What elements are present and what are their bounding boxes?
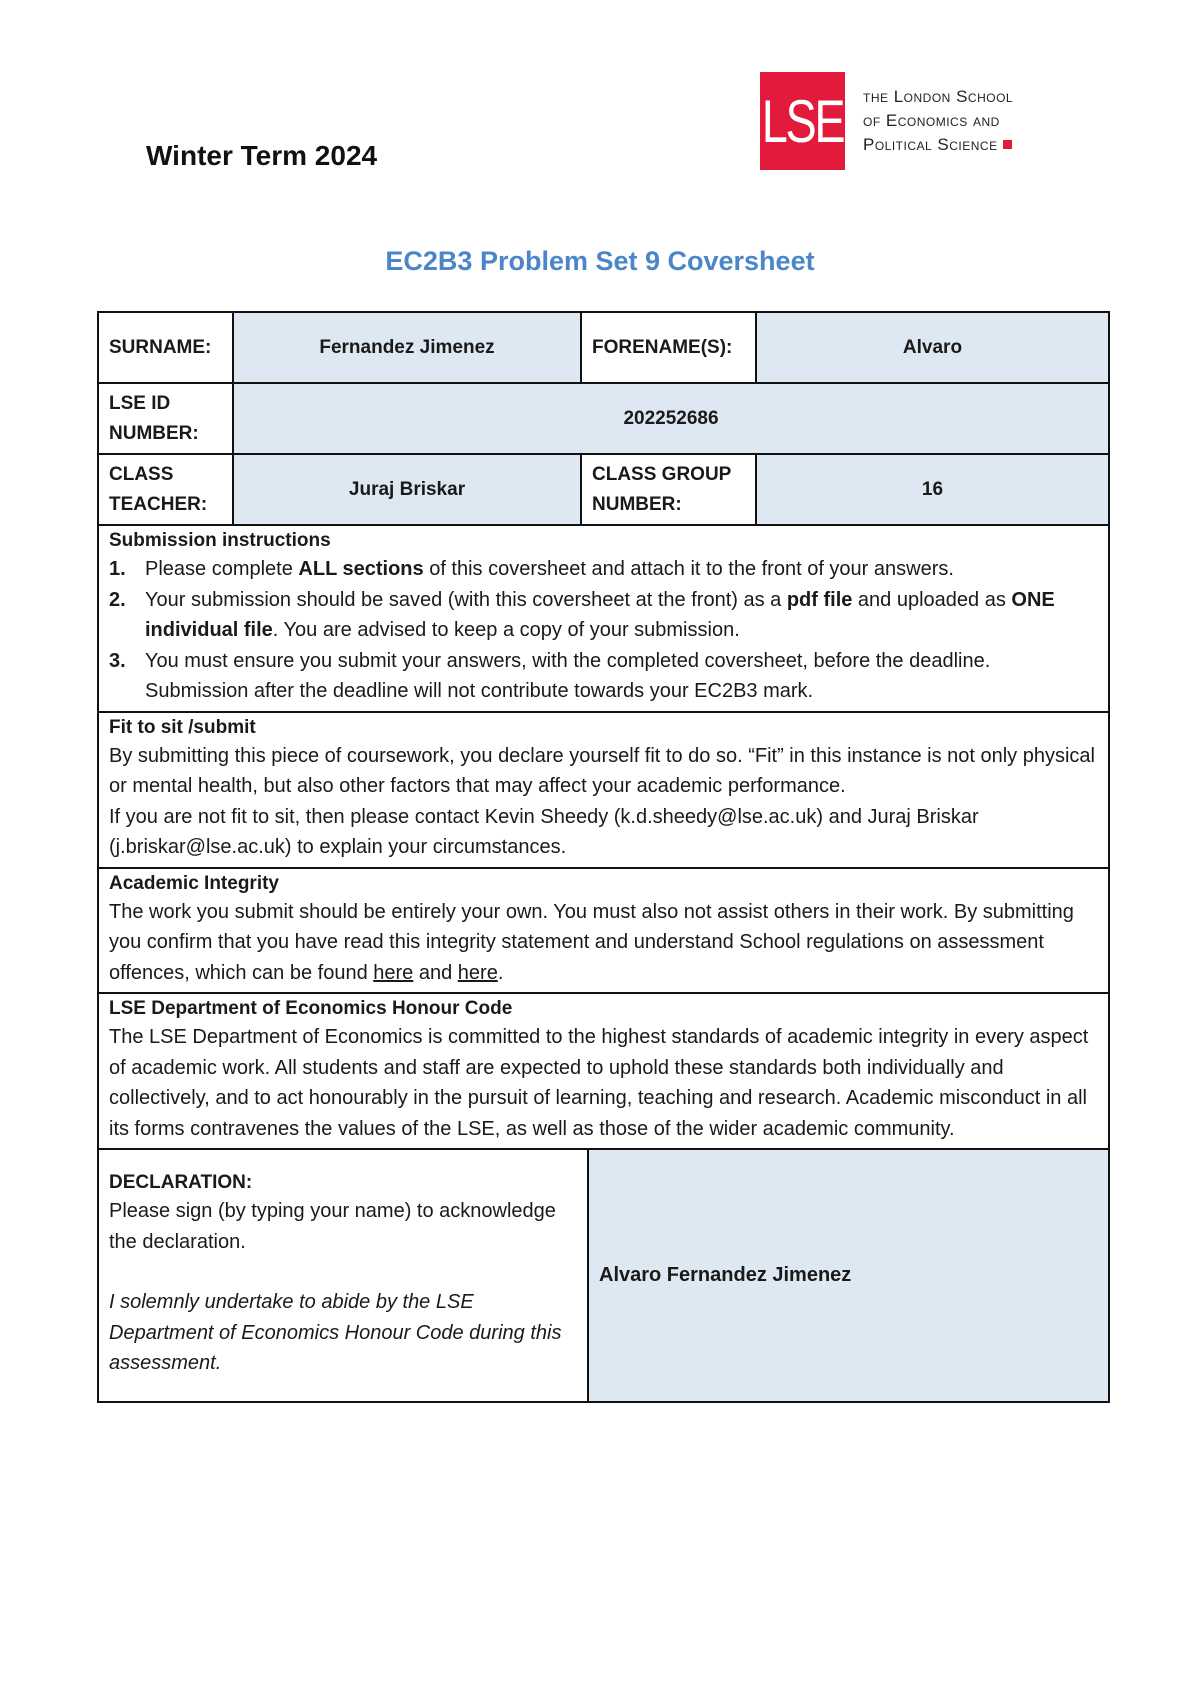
- regulations-link-1[interactable]: here: [373, 961, 414, 984]
- coversheet-form: [97, 311, 1110, 1403]
- lse-id-label: LSE ID NUMBER:: [99, 383, 233, 454]
- regulations-link-2[interactable]: here: [457, 961, 498, 984]
- honour-paragraph: The LSE Department of Economics is committed to the highest standards of academic integrity in every aspect of academic work. All students and staff are expected to uphold these standards both individually and collectively, and to act honourably in the pursuit of learning, teaching and research. Academic misconduct in all its forms contravenes the values of the LSE, as well as those of the wider academic community.: [109, 1026, 1089, 1140]
- academic-integrity-section: [99, 867, 1108, 993]
- instruction-item: 1. Please complete ALL sections of this coversheet and attach it to the front of your answers.: [109, 558, 954, 580]
- forename-label: FORENAME(S):: [581, 313, 756, 383]
- instruction-item: 3. You must ensure you submit your answers, with the completed coversheet, before the deadline. Submission after the deadline will not contribute towards your EC2B3 mark.: [109, 649, 991, 702]
- declaration-section: [99, 1148, 1108, 1401]
- declaration-heading: DECLARATION:: [109, 1172, 253, 1193]
- submission-instructions: [99, 526, 1108, 711]
- class-teacher-label: CLASS TEACHER:: [99, 454, 233, 525]
- lse-logo-mark: LSE: [760, 72, 845, 170]
- declaration-instruction: Please sign (by typing your name) to acknowledge the declaration.: [109, 1200, 556, 1253]
- fit-heading: Fit to sit /submit: [109, 716, 256, 738]
- class-teacher-field[interactable]: Juraj Briskar: [233, 454, 581, 525]
- fit-paragraph: By submitting this piece of coursework, you declare yourself fit to do so. “Fit” in this instance is not only physical or mental health, but also other factors that may affect your academic performance.: [109, 744, 1095, 797]
- details-table: [99, 313, 1108, 526]
- lse-id-field[interactable]: 202252686: [233, 383, 1108, 454]
- logo-line-2: of Economics and: [863, 111, 1000, 130]
- integrity-heading: Academic Integrity: [109, 872, 279, 894]
- surname-label: SURNAME:: [99, 313, 233, 383]
- page-title: EC2B3 Problem Set 9 Coversheet: [385, 246, 815, 276]
- honour-heading: LSE Department of Economics Honour Code: [109, 998, 513, 1019]
- declaration-statement: I solemnly undertake to abide by the LSE Department of Economics Honour Code during this assessment.: [109, 1291, 562, 1374]
- logo-square-icon: [1003, 140, 1012, 149]
- honour-code-section: [99, 992, 1108, 1148]
- surname-field[interactable]: Fernandez Jimenez: [233, 313, 581, 383]
- fit-to-sit-section: [99, 711, 1108, 867]
- lse-logo: [760, 72, 1013, 170]
- forename-field[interactable]: Alvaro: [756, 313, 1108, 383]
- integrity-paragraph: The work you submit should be entirely your own. You must also not assist others in their work. By submitting you confirm that you have read this integrity statement and understand School regulations on assessment offences, which can be found here and here.: [109, 900, 1074, 984]
- class-group-field[interactable]: 16: [756, 454, 1108, 525]
- declaration-text: [99, 1150, 589, 1401]
- logo-line-1: the London School: [863, 87, 1014, 106]
- term-heading: Winter Term 2024: [146, 140, 378, 171]
- class-group-label: CLASS GROUP NUMBER:: [581, 454, 756, 525]
- signature-field[interactable]: Alvaro Fernandez Jimenez: [589, 1150, 1108, 1401]
- lse-logo-wordmark: [863, 85, 1013, 157]
- logo-line-3: Political Science: [863, 135, 998, 154]
- fit-contact-paragraph: If you are not fit to sit, then please contact Kevin Sheedy (k.d.sheedy@lse.ac.uk) and Juraj Briskar (j.briskar@lse.ac.uk) to explain your circumstances.: [109, 805, 979, 858]
- instruction-item: 2. Your submission should be saved (with this coversheet at the front) as a pdf file and uploaded as ONE individual file. You are advised to keep a copy of your submission.: [109, 588, 1055, 641]
- submission-heading: Submission instructions: [109, 530, 331, 551]
